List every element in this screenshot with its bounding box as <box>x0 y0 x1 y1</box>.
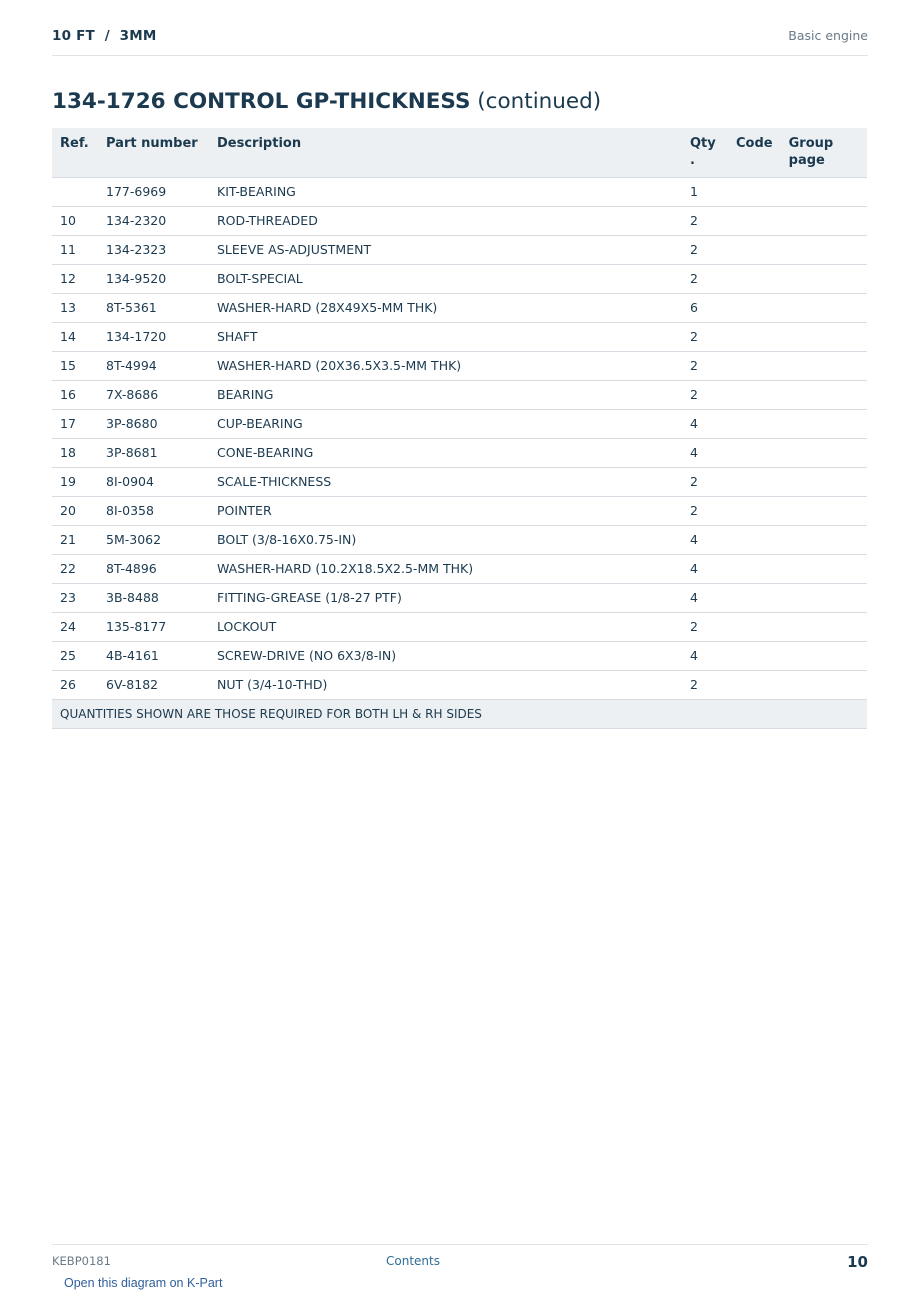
code-cell <box>728 584 781 613</box>
part-number-cell: 5M-3062 <box>98 526 209 555</box>
description-cell: WASHER-HARD (28X49X5-MM THK) <box>209 294 682 323</box>
code-cell <box>728 236 781 265</box>
description-cell: BOLT-SPECIAL <box>209 265 682 294</box>
qty-cell: 4 <box>682 410 728 439</box>
description-cell: ROD-THREADED <box>209 207 682 236</box>
ref-cell: 13 <box>52 294 98 323</box>
part-number-cell: 8I-0358 <box>98 497 209 526</box>
description-cell: BOLT (3/8-16X0.75-IN) <box>209 526 682 555</box>
qty-cell: 2 <box>682 236 728 265</box>
table-row <box>52 642 867 671</box>
group-page-cell <box>781 642 867 671</box>
description-cell: SCREW-DRIVE (NO 6X3/8-IN) <box>209 642 682 671</box>
qty-cell: 4 <box>682 526 728 555</box>
part-number-cell: 8T-5361 <box>98 294 209 323</box>
parts-table <box>52 128 867 729</box>
table-row <box>52 410 867 439</box>
table-note-row <box>52 700 867 729</box>
group-page-cell <box>781 323 867 352</box>
ref-cell: 21 <box>52 526 98 555</box>
qty-cell: 2 <box>682 207 728 236</box>
group-page-cell <box>781 236 867 265</box>
col-header-qty: Qty . <box>682 128 728 178</box>
group-page-cell <box>781 265 867 294</box>
table-row <box>52 671 867 700</box>
ref-cell: 18 <box>52 439 98 468</box>
col-header-description: Description <box>209 128 682 178</box>
table-note: QUANTITIES SHOWN ARE THOSE REQUIRED FOR BOTH LH & RH SIDES <box>52 700 867 729</box>
code-cell <box>728 294 781 323</box>
part-number-cell: 134-1720 <box>98 323 209 352</box>
group-page-cell <box>781 555 867 584</box>
group-page-cell <box>781 468 867 497</box>
part-number-cell: 8T-4896 <box>98 555 209 584</box>
part-number-cell: 3B-8488 <box>98 584 209 613</box>
description-cell: KIT-BEARING <box>209 178 682 207</box>
qty-cell: 2 <box>682 497 728 526</box>
document-id: KEBP0181 <box>52 1254 111 1268</box>
ref-cell: 12 <box>52 265 98 294</box>
ref-cell: 10 <box>52 207 98 236</box>
group-page-cell <box>781 584 867 613</box>
ref-cell: 25 <box>52 642 98 671</box>
qty-cell: 2 <box>682 265 728 294</box>
group-page-cell <box>781 381 867 410</box>
code-cell <box>728 613 781 642</box>
table-row <box>52 468 867 497</box>
group-page-cell <box>781 410 867 439</box>
description-cell: POINTER <box>209 497 682 526</box>
table-row <box>52 236 867 265</box>
table-row <box>52 207 867 236</box>
ref-cell: 26 <box>52 671 98 700</box>
group-page-cell <box>781 526 867 555</box>
group-page-cell <box>781 352 867 381</box>
code-cell <box>728 178 781 207</box>
qty-cell: 6 <box>682 294 728 323</box>
group-page-cell <box>781 178 867 207</box>
page-footer <box>52 1244 868 1275</box>
qty-cell: 4 <box>682 642 728 671</box>
table-row <box>52 439 867 468</box>
description-cell: CONE-BEARING <box>209 439 682 468</box>
description-cell: WASHER-HARD (10.2X18.5X2.5-MM THK) <box>209 555 682 584</box>
code-cell <box>728 207 781 236</box>
col-header-code: Code <box>728 128 781 178</box>
ref-cell: 14 <box>52 323 98 352</box>
description-cell: BEARING <box>209 381 682 410</box>
parts-table-body <box>52 178 867 700</box>
qty-cell: 4 <box>682 584 728 613</box>
code-cell <box>728 497 781 526</box>
ref-cell: 16 <box>52 381 98 410</box>
part-number-cell: 134-2320 <box>98 207 209 236</box>
page-header <box>52 28 868 56</box>
ref-cell: 23 <box>52 584 98 613</box>
col-header-group-page: Group page <box>781 128 867 178</box>
code-cell <box>728 439 781 468</box>
table-row <box>52 265 867 294</box>
part-number-cell: 8I-0904 <box>98 468 209 497</box>
table-header-row <box>52 128 867 178</box>
contents-link[interactable]: Contents <box>386 1254 440 1268</box>
code-cell <box>728 265 781 294</box>
code-cell <box>728 468 781 497</box>
qty-cell: 1 <box>682 178 728 207</box>
description-cell: SHAFT <box>209 323 682 352</box>
part-number-cell: 134-9520 <box>98 265 209 294</box>
part-number-cell: 4B-4161 <box>98 642 209 671</box>
code-cell <box>728 671 781 700</box>
part-number-cell: 3P-8680 <box>98 410 209 439</box>
table-row <box>52 497 867 526</box>
code-cell <box>728 526 781 555</box>
part-number-cell: 135-8177 <box>98 613 209 642</box>
section-label: Basic engine <box>788 28 868 43</box>
code-cell <box>728 642 781 671</box>
title-main: 134-1726 CONTROL GP-THICKNESS <box>52 89 471 114</box>
description-cell: LOCKOUT <box>209 613 682 642</box>
part-number-cell: 177-6969 <box>98 178 209 207</box>
kpart-link[interactable]: Open this diagram on K-Part <box>64 1276 223 1290</box>
table-row <box>52 613 867 642</box>
group-page-cell <box>781 439 867 468</box>
description-cell: WASHER-HARD (20X36.5X3.5-MM THK) <box>209 352 682 381</box>
qty-cell: 2 <box>682 352 728 381</box>
qty-cell: 2 <box>682 323 728 352</box>
ref-cell: 22 <box>52 555 98 584</box>
group-page-cell <box>781 671 867 700</box>
group-page-cell <box>781 497 867 526</box>
table-row <box>52 584 867 613</box>
code-cell <box>728 410 781 439</box>
table-row <box>52 323 867 352</box>
col-header-ref: Ref. <box>52 128 98 178</box>
group-page-cell <box>781 294 867 323</box>
description-cell: FITTING-GREASE (1/8-27 PTF) <box>209 584 682 613</box>
ref-cell: 20 <box>52 497 98 526</box>
part-number-cell: 7X-8686 <box>98 381 209 410</box>
ref-cell: 24 <box>52 613 98 642</box>
ref-cell: 11 <box>52 236 98 265</box>
group-page-cell <box>781 207 867 236</box>
part-number-cell: 8T-4994 <box>98 352 209 381</box>
table-row <box>52 352 867 381</box>
code-cell <box>728 352 781 381</box>
page-number: 10 <box>847 1253 868 1271</box>
part-number-cell: 3P-8681 <box>98 439 209 468</box>
qty-cell: 4 <box>682 555 728 584</box>
ref-cell: 19 <box>52 468 98 497</box>
ref-cell <box>52 178 98 207</box>
code-cell <box>728 381 781 410</box>
model-label: 10 FT / 3MM <box>52 28 157 44</box>
table-row <box>52 555 867 584</box>
part-number-cell: 134-2323 <box>98 236 209 265</box>
code-cell <box>728 323 781 352</box>
group-page-cell <box>781 613 867 642</box>
qty-cell: 2 <box>682 381 728 410</box>
table-row <box>52 178 867 207</box>
description-cell: NUT (3/4-10-THD) <box>209 671 682 700</box>
ref-cell: 15 <box>52 352 98 381</box>
qty-cell: 2 <box>682 671 728 700</box>
page-title <box>52 89 601 114</box>
table-row <box>52 381 867 410</box>
qty-cell: 4 <box>682 439 728 468</box>
description-cell: SLEEVE AS-ADJUSTMENT <box>209 236 682 265</box>
part-number-cell: 6V-8182 <box>98 671 209 700</box>
qty-cell: 2 <box>682 468 728 497</box>
description-cell: SCALE-THICKNESS <box>209 468 682 497</box>
qty-cell: 2 <box>682 613 728 642</box>
ref-cell: 17 <box>52 410 98 439</box>
col-header-part-number: Part number <box>98 128 209 178</box>
description-cell: CUP-BEARING <box>209 410 682 439</box>
table-row <box>52 294 867 323</box>
table-row <box>52 526 867 555</box>
title-suffix: (continued) <box>477 89 602 114</box>
code-cell <box>728 555 781 584</box>
